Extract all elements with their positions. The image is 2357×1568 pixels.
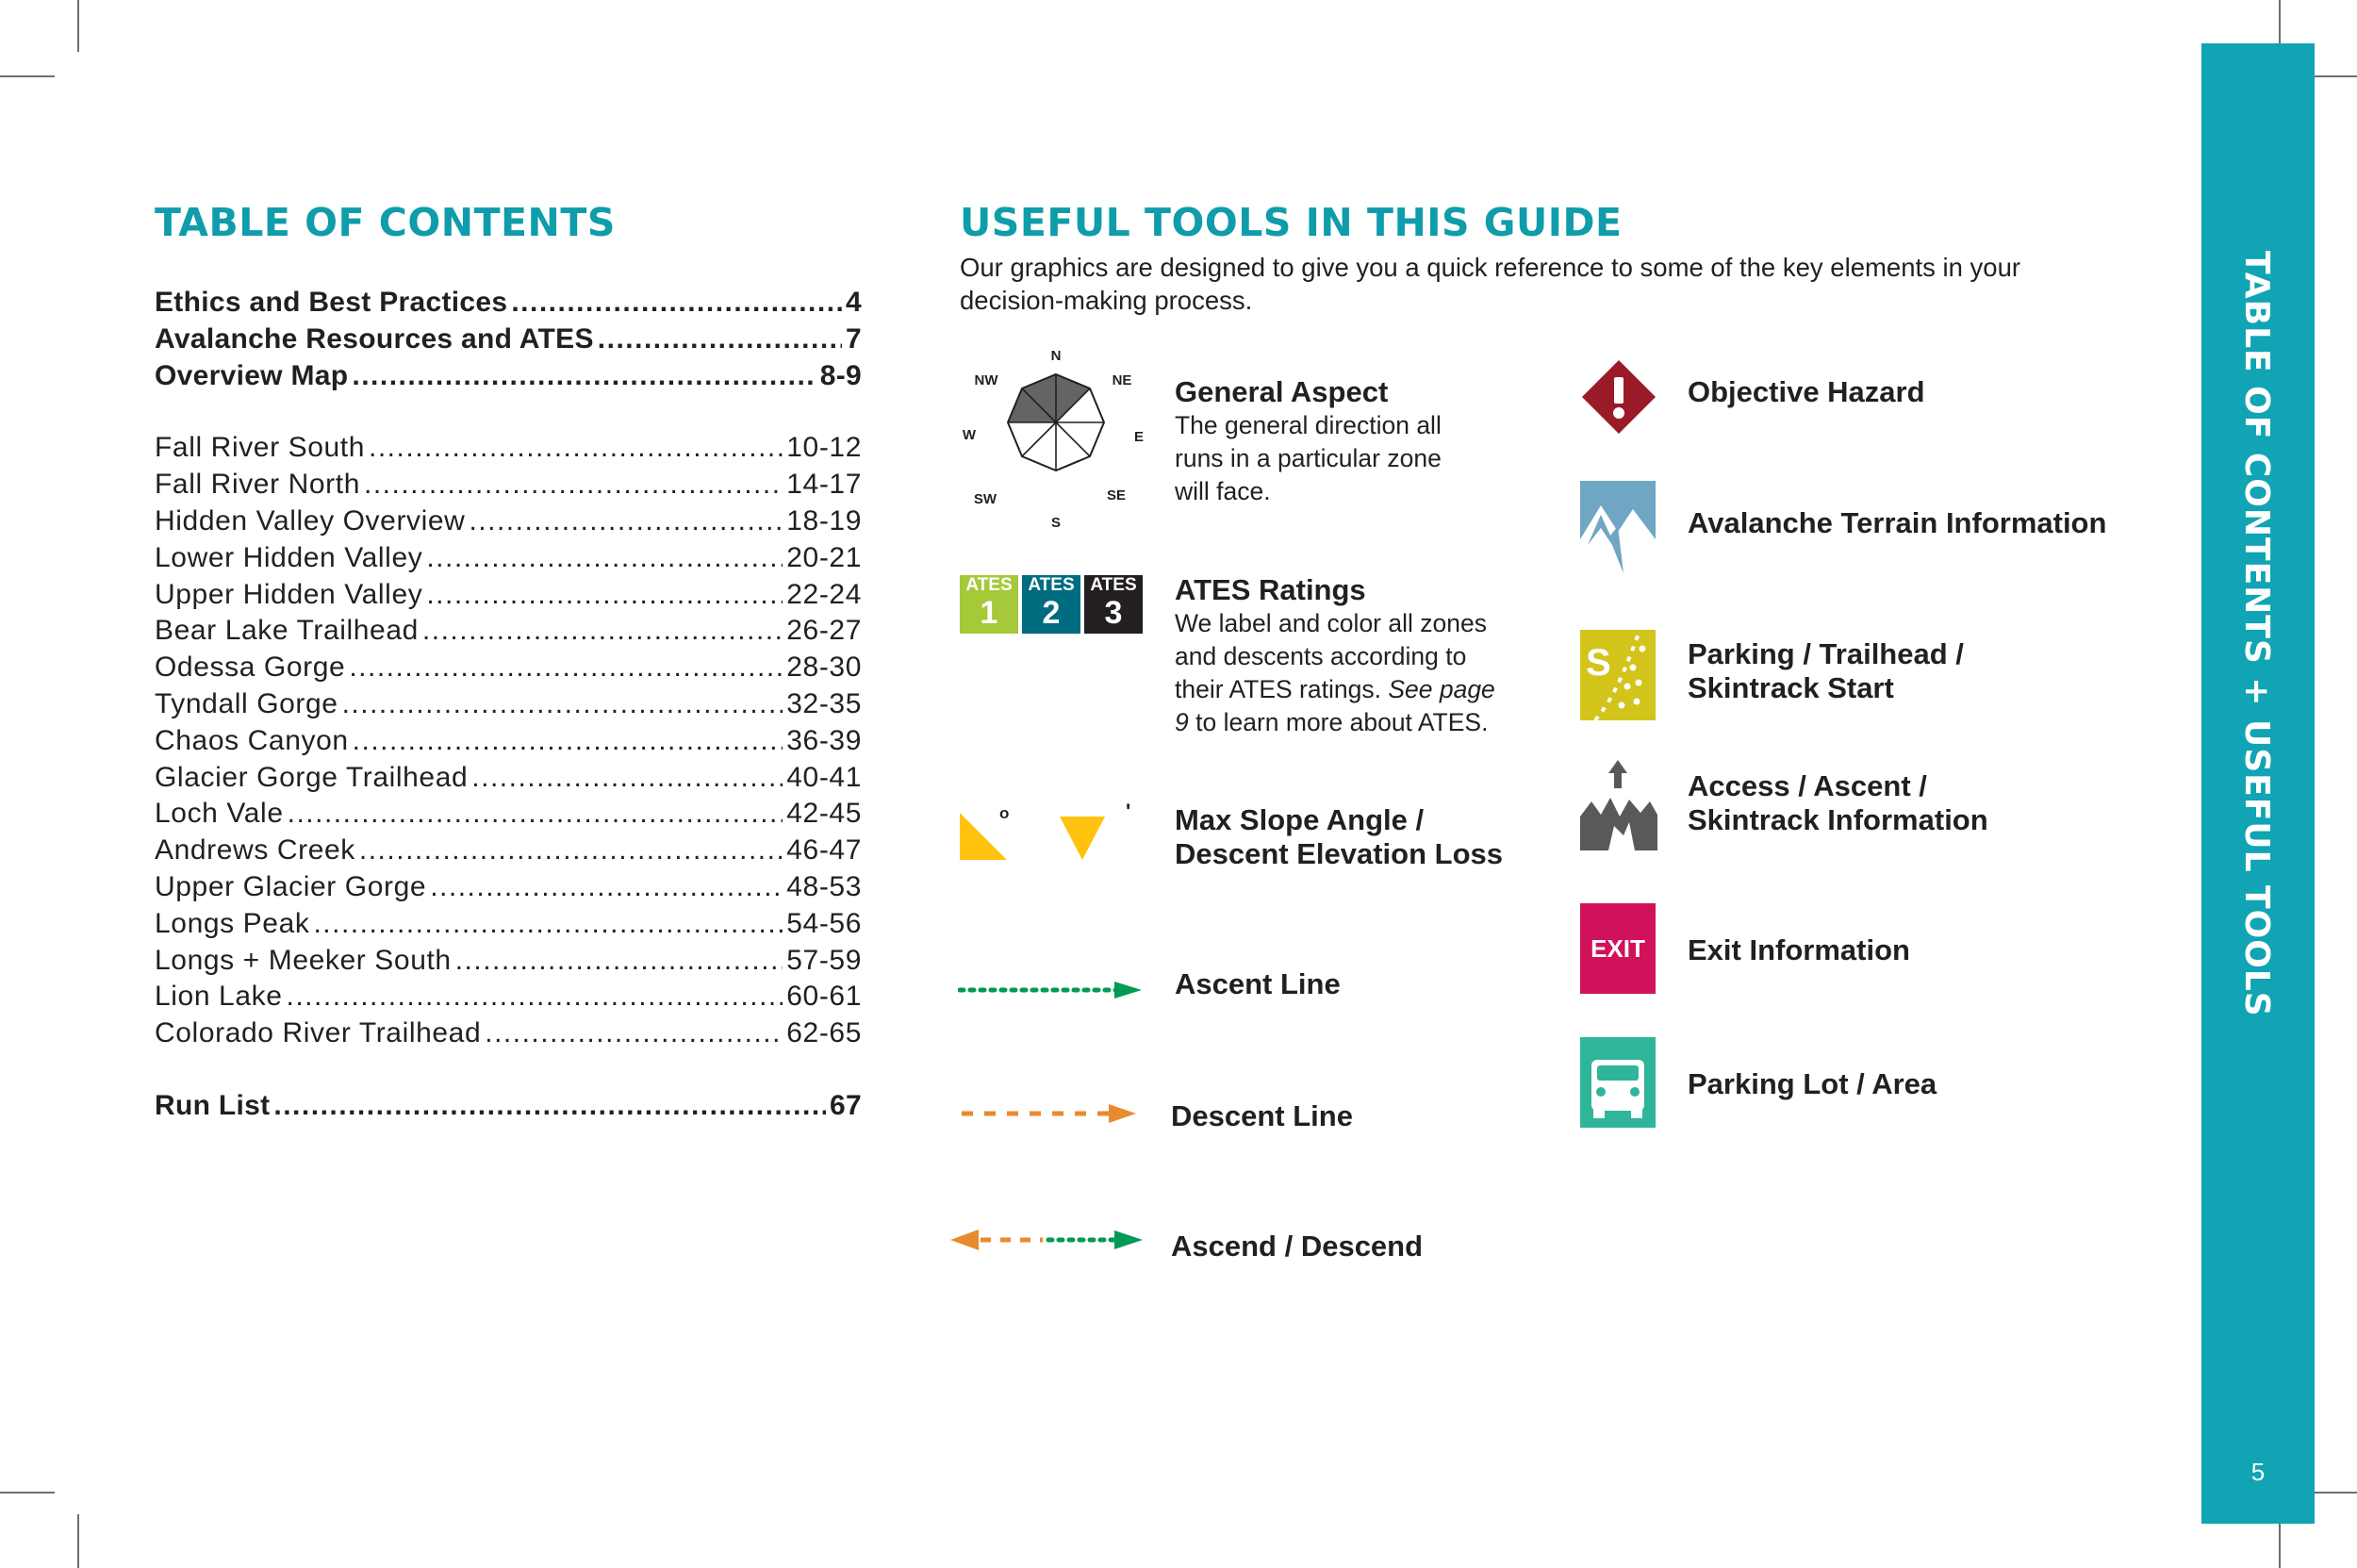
- toc-entry-label: Chaos Canyon: [155, 724, 349, 756]
- toc-entry-label: Ethics and Best Practices: [155, 287, 508, 318]
- toc-entry-page: 32-35: [786, 687, 862, 719]
- toc-entry[interactable]: [155, 469, 862, 505]
- avalanche-terrain-icon: [1580, 481, 1657, 575]
- toc-entry-label: Lion Lake: [155, 981, 283, 1013]
- toc-entry[interactable]: [155, 615, 862, 652]
- toc-entry[interactable]: [155, 688, 862, 725]
- slope-legend: [1175, 803, 1503, 871]
- table-of-contents: [155, 196, 862, 1127]
- toc-entry-label: Upper Glacier Gorge: [155, 870, 427, 902]
- aspect-label: General Aspect: [1175, 375, 1389, 408]
- crop-mark: [77, 0, 79, 52]
- toc-entry[interactable]: [155, 1017, 862, 1054]
- ates-badge-1: ATES 1: [960, 575, 1018, 634]
- aspect-desc-line: will face.: [1175, 477, 1271, 505]
- toc-entry[interactable]: [155, 652, 862, 688]
- toc-entry-label: Hidden Valley Overview: [155, 504, 466, 536]
- toc-entry-page: 62-65: [786, 1017, 862, 1049]
- objective-hazard-icon: [1580, 358, 1657, 436]
- toc-leader-dots: [511, 287, 842, 319]
- crop-mark: [77, 1514, 79, 1568]
- aspect-desc-line: The general direction all: [1175, 411, 1442, 439]
- avalanche-terrain-label: Avalanche Terrain Information: [1688, 506, 2107, 539]
- page-number: 5: [2250, 1458, 2266, 1486]
- compass-label-sw: SW: [973, 491, 997, 507]
- toc-entry-page: 48-53: [786, 870, 862, 902]
- parking-trailhead-icon: [1580, 630, 1656, 720]
- toc-entry-label: Overview Map: [155, 359, 349, 391]
- toc-entry[interactable]: [155, 762, 862, 799]
- toc-entry-page: 10-12: [786, 432, 862, 464]
- ates-desc-line: and descents according to: [1175, 642, 1467, 670]
- toc-entry-page: 54-56: [786, 907, 862, 939]
- toc-list: [155, 287, 862, 1127]
- parking-lot-icon: [1580, 1037, 1656, 1128]
- toc-entry-label: Glacier Gorge Trailhead: [155, 761, 469, 793]
- toc-entry-label: Longs Peak: [155, 907, 310, 939]
- toc-entry-page: 18-19: [786, 504, 862, 536]
- ates-badge-3: ATES 3: [1084, 575, 1143, 634]
- toc-entry[interactable]: [155, 798, 862, 834]
- ates-legend: [1175, 573, 1495, 739]
- toc-entry[interactable]: [155, 725, 862, 762]
- toc-entry-page: 36-39: [786, 724, 862, 756]
- ates-desc-line: We label and color all zones: [1175, 609, 1487, 637]
- toc-entry-page: 8-9: [819, 359, 862, 391]
- toc-entry-label: Longs + Meeker South: [155, 944, 452, 976]
- ascend-descend-label: Ascend / Descend: [1171, 1230, 1424, 1263]
- toc-entry-page: 20-21: [786, 541, 862, 573]
- toc-entry[interactable]: [155, 1090, 862, 1127]
- toc-entry[interactable]: [155, 323, 862, 360]
- toc-leader-dots: [287, 981, 783, 1013]
- toc-entry-label: Odessa Gorge: [155, 652, 346, 684]
- access-ascent-icon: [1580, 760, 1657, 850]
- toc-entry-label: Colorado River Trailhead: [155, 1017, 482, 1049]
- toc-entry-label: Andrews Creek: [155, 834, 355, 867]
- toc-leader-dots: [342, 688, 783, 720]
- exit-info-label: Exit Information: [1688, 933, 1910, 966]
- toc-entry[interactable]: [155, 579, 862, 616]
- toc-entry-label: Upper Hidden Valley: [155, 578, 423, 610]
- toc-leader-dots: [485, 1017, 783, 1049]
- aspect-legend: [1175, 375, 1442, 508]
- toc-leader-dots: [422, 615, 783, 647]
- toc-entry[interactable]: [155, 908, 862, 945]
- toc-leader-dots: [598, 323, 842, 355]
- toc-entry-page: 42-45: [786, 798, 862, 830]
- sidebar-title: TABLE OF CONTENTS + USEFUL TOOLS: [2237, 251, 2276, 1017]
- toc-leader-dots: [430, 871, 783, 903]
- toc-leader-dots: [471, 762, 783, 794]
- toc-entry-label: Fall River South: [155, 432, 366, 464]
- descent-line-label: Descent Line: [1171, 1099, 1353, 1132]
- access-ascent-label-line: Access / Ascent /: [1688, 769, 1927, 802]
- toc-title: TABLE OF CONTENTS: [155, 200, 616, 245]
- toc-entry[interactable]: [155, 360, 862, 397]
- aspect-desc-line: runs in a particular zone: [1175, 444, 1442, 472]
- toc-entry[interactable]: [155, 542, 862, 579]
- toc-entry-page: 26-27: [786, 615, 862, 647]
- objective-hazard-label: Objective Hazard: [1688, 375, 1925, 408]
- compass-label-s: S: [1050, 515, 1062, 531]
- toc-entry-page: 14-17: [786, 469, 862, 501]
- toc-entry-label: Run List: [155, 1089, 271, 1121]
- aspect-compass-icon: [960, 343, 1148, 532]
- slope-label-line: Descent Elevation Loss: [1175, 837, 1504, 870]
- toc-leader-dots: [426, 579, 783, 611]
- toc-entry-page: 22-24: [786, 578, 862, 610]
- toc-entry-page: 7: [846, 322, 862, 355]
- ascend-descend-icon: [948, 1224, 1146, 1256]
- parking-lot-label: Parking Lot / Area: [1688, 1067, 1937, 1100]
- ascent-line-label: Ascent Line: [1175, 967, 1341, 1000]
- slope-feet-mark: ': [1126, 800, 1131, 823]
- access-ascent-legend: [1688, 769, 1988, 837]
- toc-entry-page: 60-61: [786, 981, 862, 1013]
- compass-label-e: E: [1133, 429, 1145, 445]
- toc-entry-page: 28-30: [786, 652, 862, 684]
- toc-entry-label: Fall River North: [155, 469, 360, 501]
- toc-entry-page: 57-59: [786, 944, 862, 976]
- ates-desc-line: their ATES ratings. See page: [1175, 675, 1495, 703]
- toc-entry[interactable]: [155, 945, 862, 982]
- exit-icon: EXIT: [1580, 903, 1656, 994]
- useful-tools-section: [960, 196, 2138, 317]
- parking-trailhead-label-line: Skintrack Start: [1688, 671, 1894, 704]
- ates-desc-line: 9 to learn more about ATES.: [1175, 708, 1489, 736]
- compass-label-nw: NW: [974, 372, 998, 388]
- crop-mark: [0, 75, 55, 77]
- toc-leader-dots: [349, 652, 783, 684]
- toc-leader-dots: [273, 1090, 826, 1122]
- tools-description: Our graphics are designed to give you a quick reference to some of the key elements in your decision-making process.: [960, 253, 2021, 315]
- compass-label-ne: NE: [1112, 372, 1132, 388]
- toc-leader-dots: [359, 834, 783, 867]
- toc-entry[interactable]: [155, 505, 862, 542]
- toc-entry-label: Avalanche Resources and ATES: [155, 322, 594, 355]
- toc-leader-dots: [364, 469, 783, 501]
- toc-entry-label: Bear Lake Trailhead: [155, 615, 419, 647]
- toc-leader-dots: [426, 542, 783, 574]
- slope-angle-icon: [958, 798, 1146, 864]
- toc-entry-label: Tyndall Gorge: [155, 687, 338, 719]
- toc-entry[interactable]: [155, 834, 862, 871]
- compass-label-w: W: [962, 427, 977, 443]
- descent-line-icon: [958, 1099, 1146, 1128]
- compass-label-n: N: [1050, 348, 1062, 364]
- toc-entry[interactable]: [155, 871, 862, 908]
- ates-badges: [960, 575, 1143, 634]
- toc-leader-dots: [455, 945, 783, 977]
- toc-entry[interactable]: [155, 981, 862, 1017]
- slope-degree-mark: o: [999, 804, 1010, 822]
- toc-leader-dots: [313, 908, 783, 940]
- ates-badge-2: ATES 2: [1022, 575, 1080, 634]
- crop-mark: [0, 1492, 55, 1494]
- toc-entry-label: Loch Vale: [155, 798, 284, 830]
- parking-trailhead-label-line: Parking / Trailhead /: [1688, 637, 1964, 670]
- toc-entry-label: Lower Hidden Valley: [155, 541, 423, 573]
- svg-text:S: S: [1586, 642, 1611, 684]
- ates-label: ATES Ratings: [1175, 573, 1366, 606]
- toc-entry-page: 40-41: [786, 761, 862, 793]
- toc-entry[interactable]: [155, 432, 862, 469]
- toc-leader-dots: [469, 505, 783, 537]
- ascent-line-icon: [958, 977, 1146, 1005]
- toc-leader-dots: [369, 432, 783, 464]
- access-ascent-label-line: Skintrack Information: [1688, 803, 1988, 836]
- toc-leader-dots: [352, 360, 816, 392]
- toc-entry-page: 46-47: [786, 834, 862, 867]
- toc-leader-dots: [288, 798, 783, 830]
- sidebar-tab: [2201, 43, 2315, 1524]
- toc-leader-dots: [353, 725, 783, 757]
- toc-entry-page: 4: [846, 287, 862, 318]
- toc-entry-page: 67: [830, 1089, 862, 1121]
- tools-title: USEFUL TOOLS IN THIS GUIDE: [960, 200, 1623, 245]
- parking-trailhead-legend: [1688, 637, 1964, 705]
- toc-entry[interactable]: [155, 287, 862, 323]
- compass-label-se: SE: [1106, 487, 1127, 503]
- slope-label-line: Max Slope Angle /: [1175, 803, 1425, 836]
